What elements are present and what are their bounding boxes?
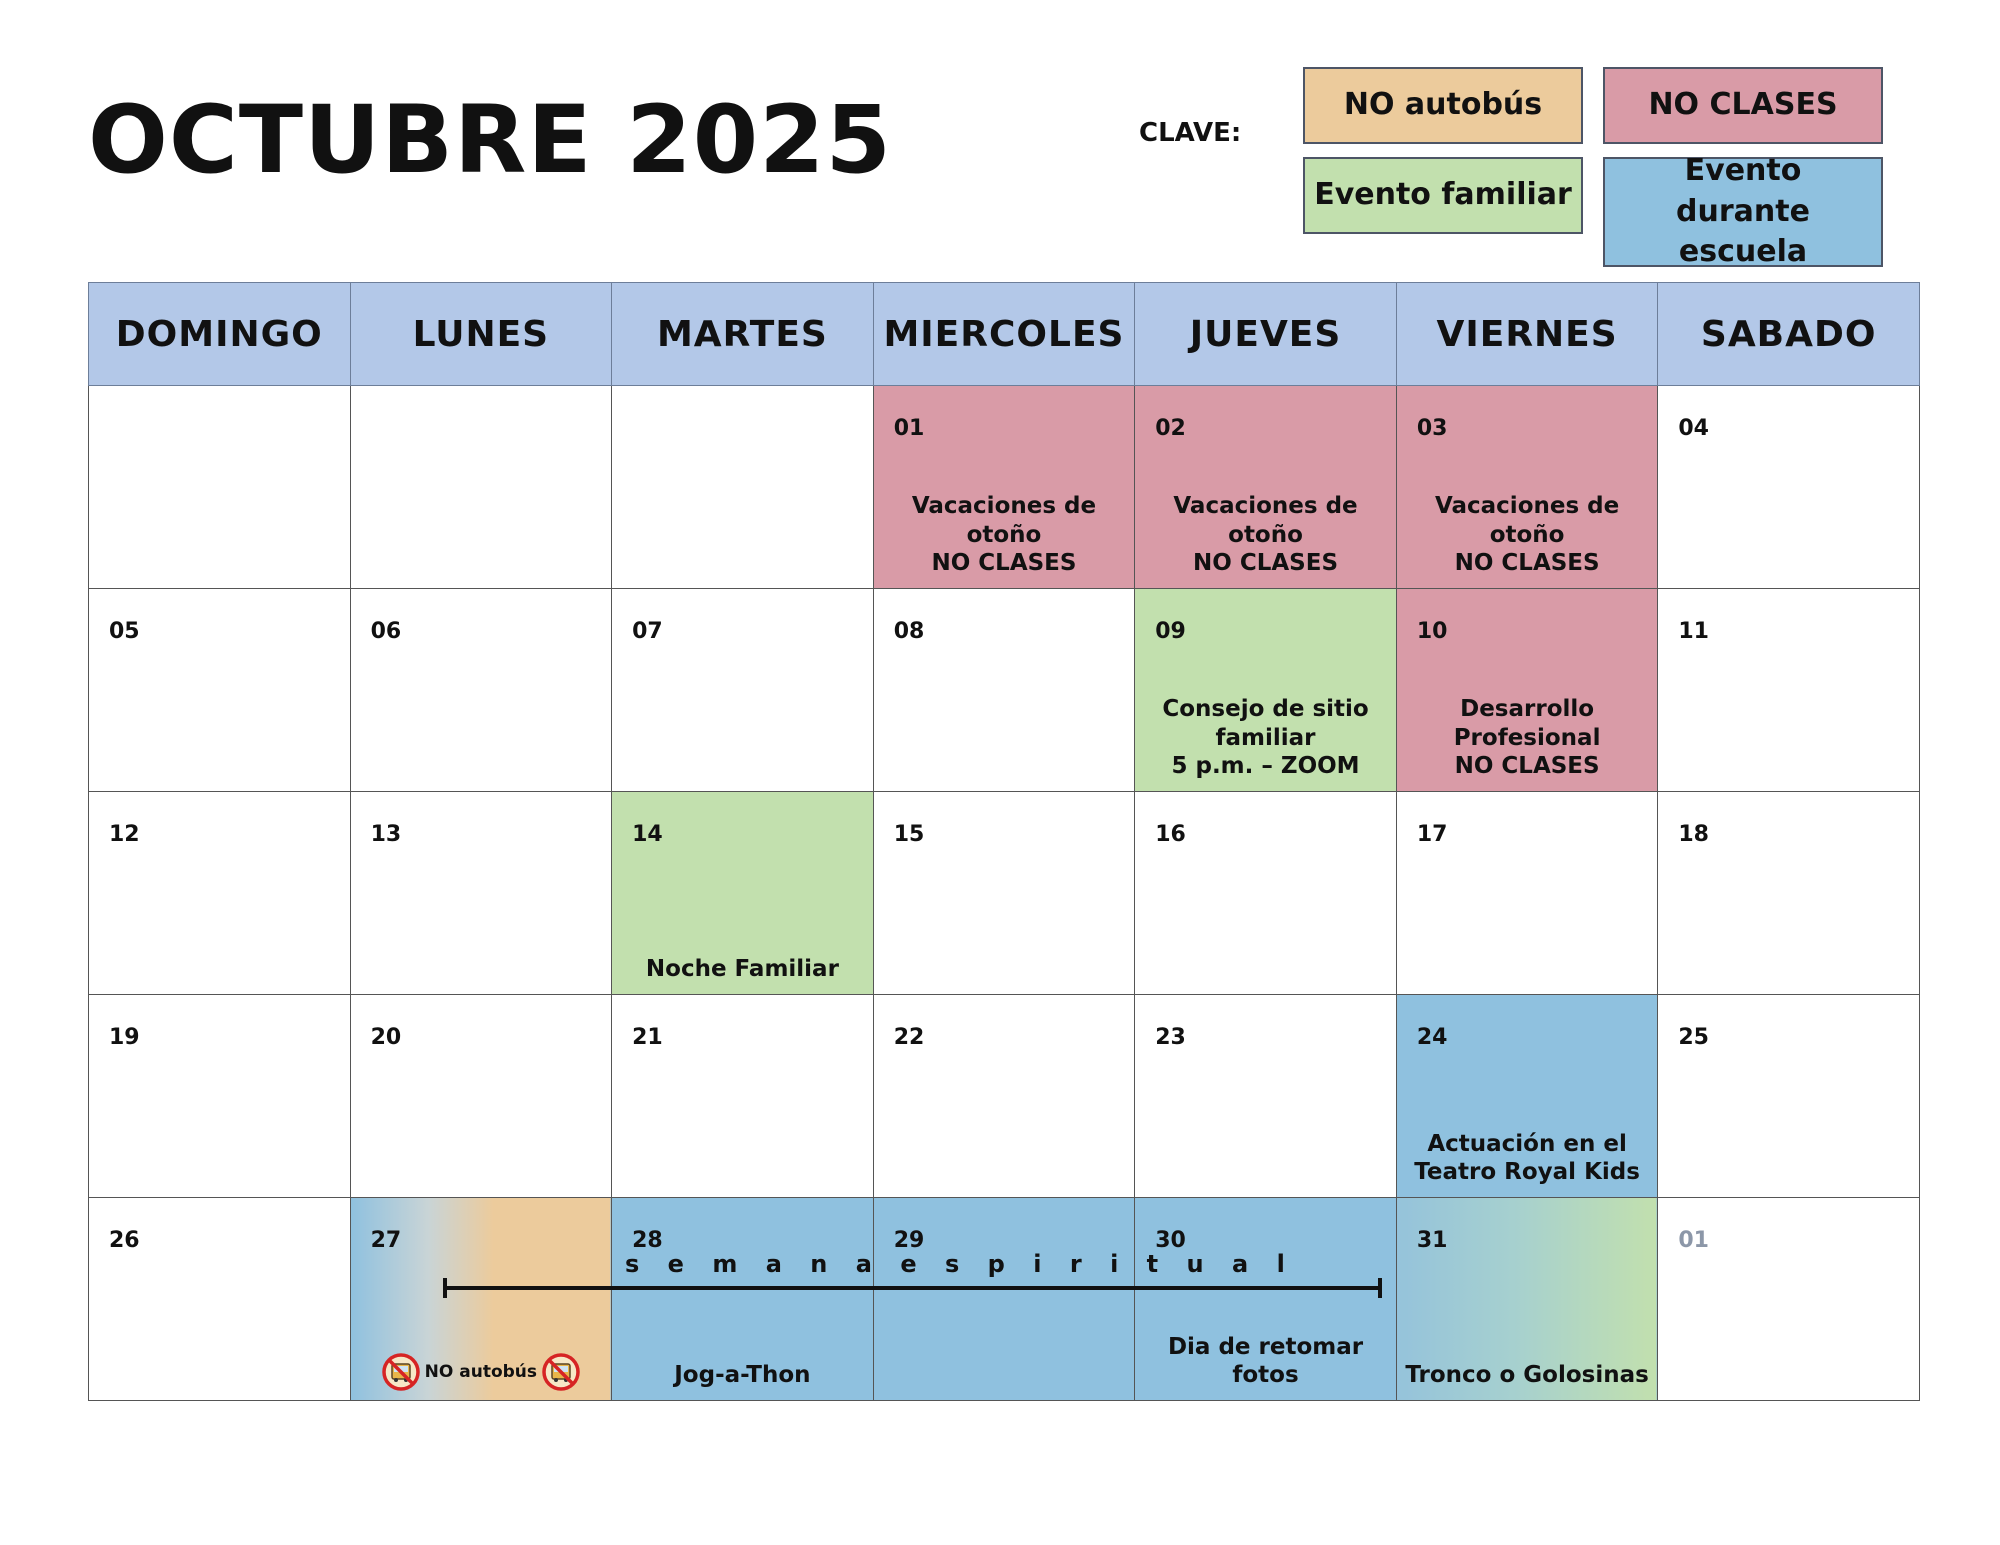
day-cell[interactable]	[1135, 589, 1397, 792]
day-number: 02	[1155, 416, 1186, 441]
event-label: Jog-a-Thon	[674, 1362, 811, 1389]
day-number: 05	[109, 619, 140, 644]
spirit-week-bar-start	[443, 1278, 447, 1298]
spirit-week-letter: a	[855, 1250, 872, 1278]
day-number: 15	[893, 822, 925, 847]
day-cell[interactable]	[350, 995, 612, 1198]
day-number: 03	[1416, 416, 1448, 441]
day-number: 13	[370, 822, 402, 847]
day-cell[interactable]	[1135, 995, 1397, 1198]
day-cell[interactable]	[612, 1198, 874, 1401]
day-cell[interactable]	[873, 995, 1135, 1198]
legend-label: CLAVE:	[1139, 118, 1242, 148]
spirit-week-letter: u	[1186, 1250, 1204, 1278]
weekday-tuesday: MARTES	[612, 283, 874, 386]
day-cell[interactable]	[1658, 792, 1920, 995]
day-number: 24	[1416, 1025, 1448, 1050]
day-number: 18	[1678, 822, 1709, 847]
weekday-wednesday: MIERCOLES	[873, 283, 1135, 386]
day-cell[interactable]	[1658, 995, 1920, 1198]
day-cell[interactable]	[612, 386, 874, 589]
week-row	[89, 1198, 1920, 1401]
event-label: Tronco o Golosinas	[1405, 1362, 1649, 1389]
day-cell[interactable]	[873, 589, 1135, 792]
day-number: 20	[370, 1025, 402, 1050]
day-number: 25	[1678, 1025, 1709, 1050]
day-cell[interactable]	[1396, 995, 1658, 1198]
day-number: 16	[1155, 822, 1186, 847]
day-cell[interactable]	[1658, 1198, 1920, 1401]
calendar-grid	[88, 282, 1920, 1401]
spirit-week-letter: t	[1146, 1250, 1159, 1278]
no-bus-label: NO autobús	[424, 1362, 538, 1382]
spirit-week-letter: s	[945, 1250, 960, 1278]
spirit-week-letter: l	[1276, 1250, 1285, 1278]
weekday-saturday: SABADO	[1658, 283, 1920, 386]
event-label: Dia de retomar fotos	[1167, 1333, 1364, 1389]
day-cell[interactable]	[612, 589, 874, 792]
no-bus-notice	[351, 1352, 612, 1392]
day-cell[interactable]	[350, 589, 612, 792]
day-cell[interactable]	[612, 792, 874, 995]
spirit-week-letter: n	[810, 1250, 828, 1278]
day-cell[interactable]	[1396, 792, 1658, 995]
day-cell[interactable]	[350, 386, 612, 589]
no-bus-icon	[541, 1352, 581, 1392]
spirit-week-label	[625, 1252, 1285, 1276]
spirit-week-letter: a	[1232, 1250, 1249, 1278]
event-label: Vacaciones de otoño NO CLASES	[1173, 492, 1358, 577]
weekday-header-row	[89, 283, 1920, 386]
event-label: Consejo de sitio familiar 5 p.m. – ZOOM	[1162, 695, 1369, 780]
event-label: Noche Familiar	[645, 956, 839, 983]
day-cell[interactable]	[1658, 386, 1920, 589]
day-number: 07	[632, 619, 663, 644]
weekday-friday: VIERNES	[1396, 283, 1658, 386]
day-cell[interactable]	[350, 792, 612, 995]
day-number: 01	[1678, 1228, 1709, 1253]
day-number: 31	[1416, 1228, 1448, 1253]
page-title: OCTUBRE 2025	[88, 86, 892, 195]
day-number: 04	[1678, 416, 1709, 441]
spirit-week-letter: m	[712, 1250, 738, 1278]
day-cell[interactable]	[612, 995, 874, 1198]
day-cell[interactable]	[1658, 589, 1920, 792]
weekday-sunday: DOMINGO	[89, 283, 351, 386]
week-row	[89, 792, 1920, 995]
day-number: 09	[1155, 619, 1186, 644]
week-row	[89, 995, 1920, 1198]
day-number: 26	[109, 1228, 140, 1253]
day-cell[interactable]	[89, 1198, 351, 1401]
event-label: Desarrollo Profesional NO CLASES	[1453, 695, 1601, 780]
day-number: 17	[1416, 822, 1448, 847]
day-cell[interactable]	[1135, 386, 1397, 589]
legend-school-event: Evento durante escuela	[1603, 157, 1883, 267]
spirit-week-letter: i	[1033, 1250, 1042, 1278]
day-number: 11	[1678, 619, 1709, 644]
week-row	[89, 386, 1920, 589]
weekday-monday: LUNES	[350, 283, 612, 386]
spirit-week-letter: r	[1069, 1250, 1082, 1278]
day-cell[interactable]	[1135, 792, 1397, 995]
day-number: 06	[370, 619, 402, 644]
event-label: Actuación en el Teatro Royal Kids	[1414, 1130, 1640, 1186]
day-number: 19	[109, 1025, 140, 1050]
day-number: 23	[1155, 1025, 1186, 1050]
day-cell[interactable]	[89, 792, 351, 995]
day-cell[interactable]	[89, 589, 351, 792]
day-cell[interactable]	[1135, 1198, 1397, 1401]
day-cell[interactable]	[1396, 386, 1658, 589]
spirit-week-letter: e	[900, 1250, 917, 1278]
spirit-week-letter: p	[987, 1250, 1005, 1278]
legend-no-bus: NO autobús	[1303, 67, 1583, 144]
day-number: 29	[893, 1228, 925, 1253]
legend-family-event: Evento familiar	[1303, 157, 1583, 234]
day-cell[interactable]	[1396, 589, 1658, 792]
spirit-week-letter: i	[1110, 1250, 1119, 1278]
event-label: Vacaciones de otoño NO CLASES	[911, 492, 1097, 577]
day-cell[interactable]	[873, 386, 1135, 589]
spirit-week-letter: s	[625, 1250, 640, 1278]
day-number: 01	[893, 416, 925, 441]
day-number: 08	[893, 619, 925, 644]
day-number: 30	[1155, 1228, 1186, 1253]
spirit-week-letter: e	[667, 1250, 684, 1278]
day-cell[interactable]	[873, 1198, 1135, 1401]
legend-no-classes: NO CLASES	[1603, 67, 1883, 144]
day-number: 14	[632, 822, 663, 847]
day-cell[interactable]	[89, 386, 351, 589]
weekday-thursday: JUEVES	[1135, 283, 1397, 386]
event-label: Vacaciones de otoño NO CLASES	[1434, 492, 1620, 577]
day-number: 22	[893, 1025, 925, 1050]
day-cell[interactable]	[350, 1198, 612, 1401]
no-bus-icon	[381, 1352, 421, 1392]
spirit-week-letter: a	[765, 1250, 782, 1278]
day-number: 27	[370, 1228, 402, 1253]
day-number: 28	[632, 1228, 663, 1253]
day-number: 10	[1416, 619, 1448, 644]
spirit-week-bar	[445, 1286, 1380, 1290]
day-cell[interactable]	[89, 995, 351, 1198]
day-cell[interactable]	[873, 792, 1135, 995]
day-number: 21	[632, 1025, 663, 1050]
spirit-week-bar-end	[1378, 1278, 1382, 1298]
day-cell[interactable]	[1396, 1198, 1658, 1401]
week-row	[89, 589, 1920, 792]
day-number: 12	[109, 822, 140, 847]
